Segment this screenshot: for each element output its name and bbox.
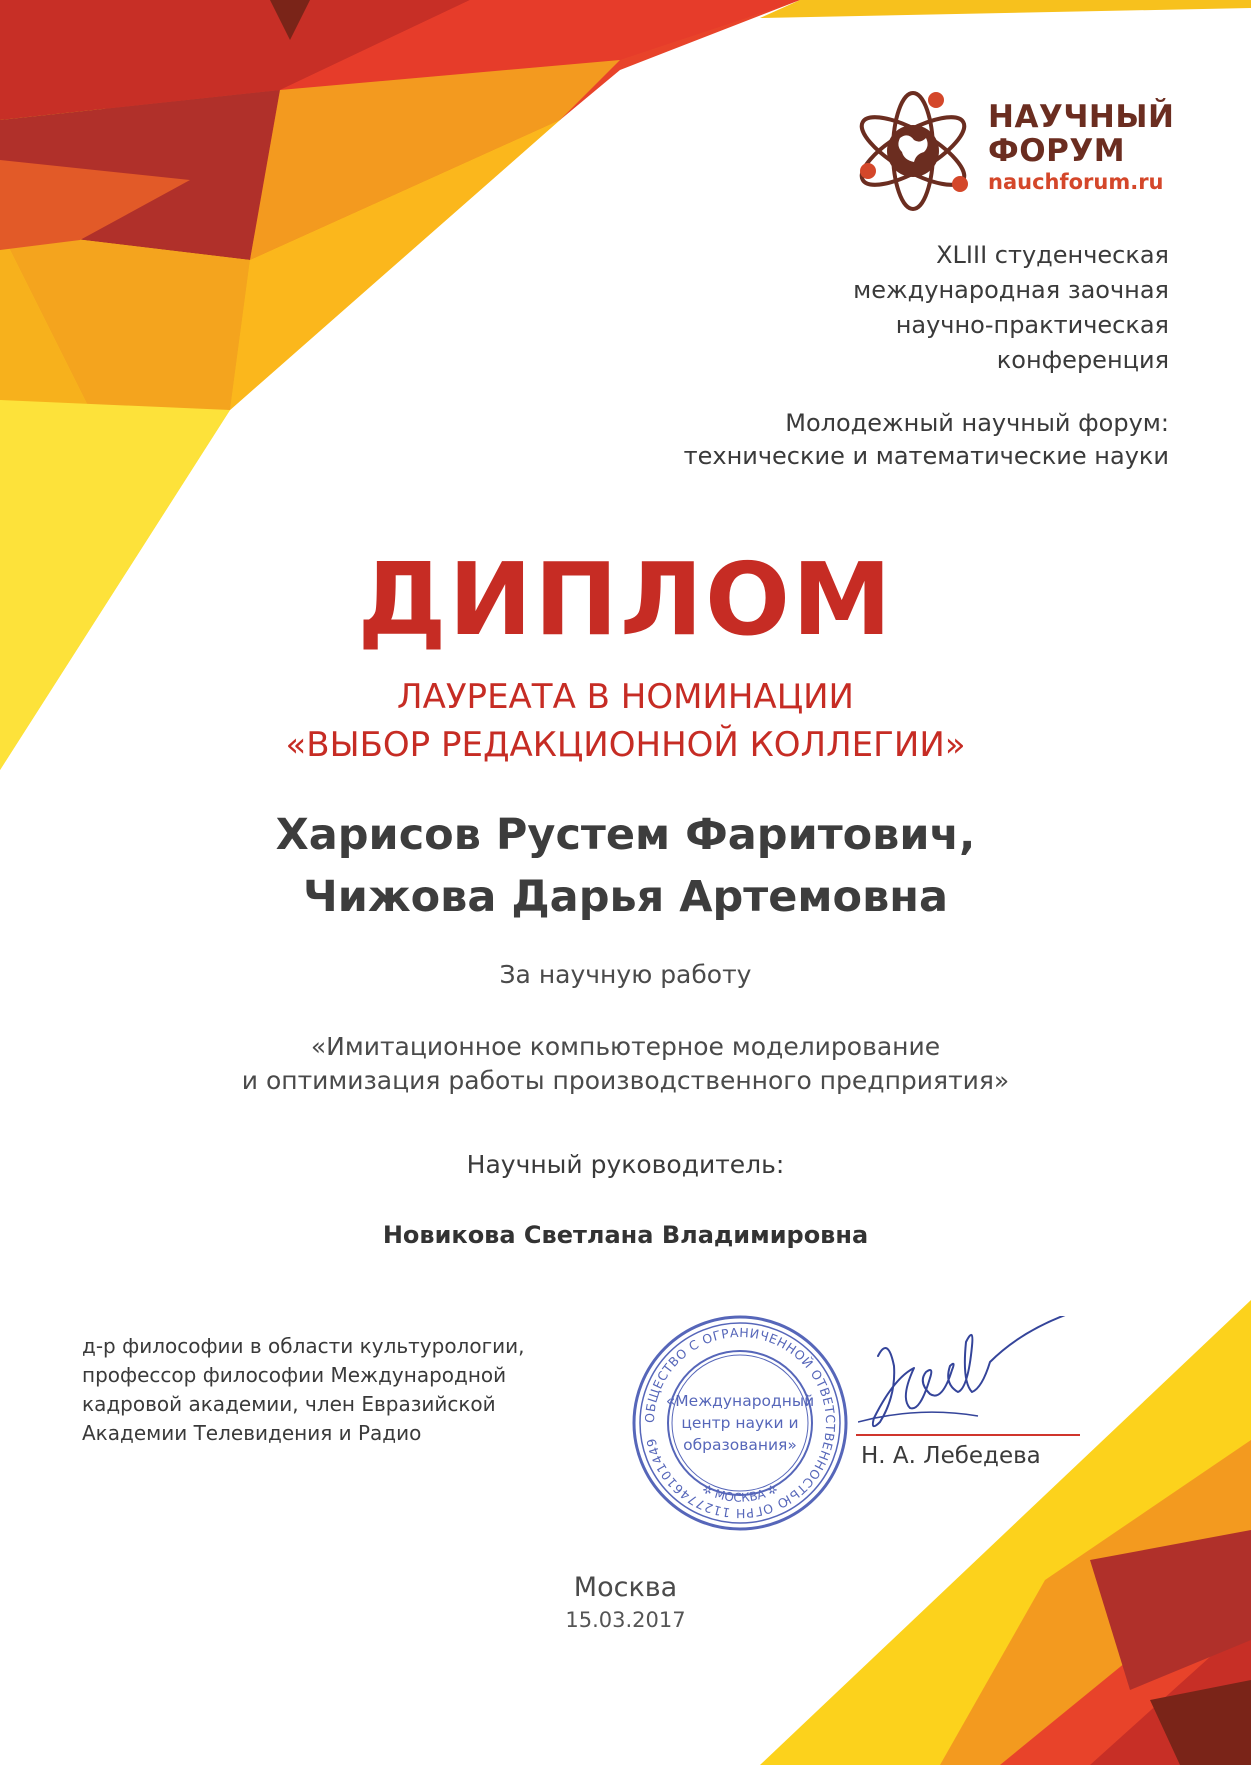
brand-site: nauchforum.ru <box>988 170 1164 194</box>
forum-info <box>684 407 1169 473</box>
work-title-line: «Имитационное компьютерное моделирование <box>310 1032 941 1061</box>
diploma-subtitle <box>0 673 1251 769</box>
recipient-names <box>0 804 1251 928</box>
stamp-center-line: образования» <box>683 1436 797 1454</box>
conference-line: XLIII студенческая <box>936 241 1169 269</box>
conference-line: конференция <box>996 346 1169 374</box>
work-title <box>0 1030 1251 1098</box>
stamp-center-line: центр науки и <box>681 1414 799 1432</box>
for-work-label: За научную работу <box>499 960 752 989</box>
brand-logo <box>848 86 1178 216</box>
work-title-line: и оптимизация работы производственного предприятия» <box>241 1066 1010 1095</box>
signer-credentials <box>82 1332 524 1448</box>
forum-line: Молодежный научный форум: <box>785 409 1169 437</box>
signature-line <box>856 1434 1080 1436</box>
subtitle-line: ЛАУРЕАТА В НОМИНАЦИИ <box>397 677 854 717</box>
credentials-line: кадровой академии, член Евразийской <box>82 1392 496 1416</box>
supervisor-name: Новикова Светлана Владимировна <box>382 1221 869 1249</box>
credentials-line: Академии Телевидения и Радио <box>82 1421 422 1445</box>
official-stamp <box>625 1308 855 1538</box>
stamp-center-line: «Международный <box>665 1392 815 1410</box>
brand-line1: НАУЧНЫЙ <box>988 99 1175 135</box>
recipient-name: Харисов Рустем Фаритович, <box>275 810 976 860</box>
recipient-name: Чижова Дарья Артемовна <box>302 872 949 922</box>
supervisor-label: Научный руководитель: <box>466 1150 785 1179</box>
forum-line: технические и математические науки <box>683 442 1169 470</box>
brand-line2: ФОРУМ <box>988 133 1126 169</box>
conference-line: научно-практическая <box>895 311 1169 339</box>
credentials-line: д-р философии в области культурологии, <box>82 1334 525 1358</box>
atom-globe-icon <box>848 86 988 216</box>
stamp-ring-text: ОБЩЕСТВО С ОГРАНИЧЕННОЙ ОТВЕТСТВЕННОСТЬЮ ОГРН 1127746101449 <box>641 1324 839 1522</box>
signer-name: Н. А. Лебедева <box>861 1443 1041 1469</box>
city: Москва <box>573 1572 678 1603</box>
conference-line: международная заочная <box>853 276 1169 304</box>
stamp-bottom-text: ✲ МОСКВА ✲ <box>699 1481 781 1505</box>
handwritten-signature <box>858 1316 1128 1436</box>
subtitle-line: «ВЫБОР РЕДАКЦИОННОЙ КОЛЛЕГИИ» <box>285 725 966 765</box>
date: 15.03.2017 <box>565 1608 686 1632</box>
diploma-title: ДИПЛОМ <box>357 541 894 658</box>
conference-info <box>853 238 1169 378</box>
credentials-line: профессор философии Международной <box>82 1363 507 1387</box>
